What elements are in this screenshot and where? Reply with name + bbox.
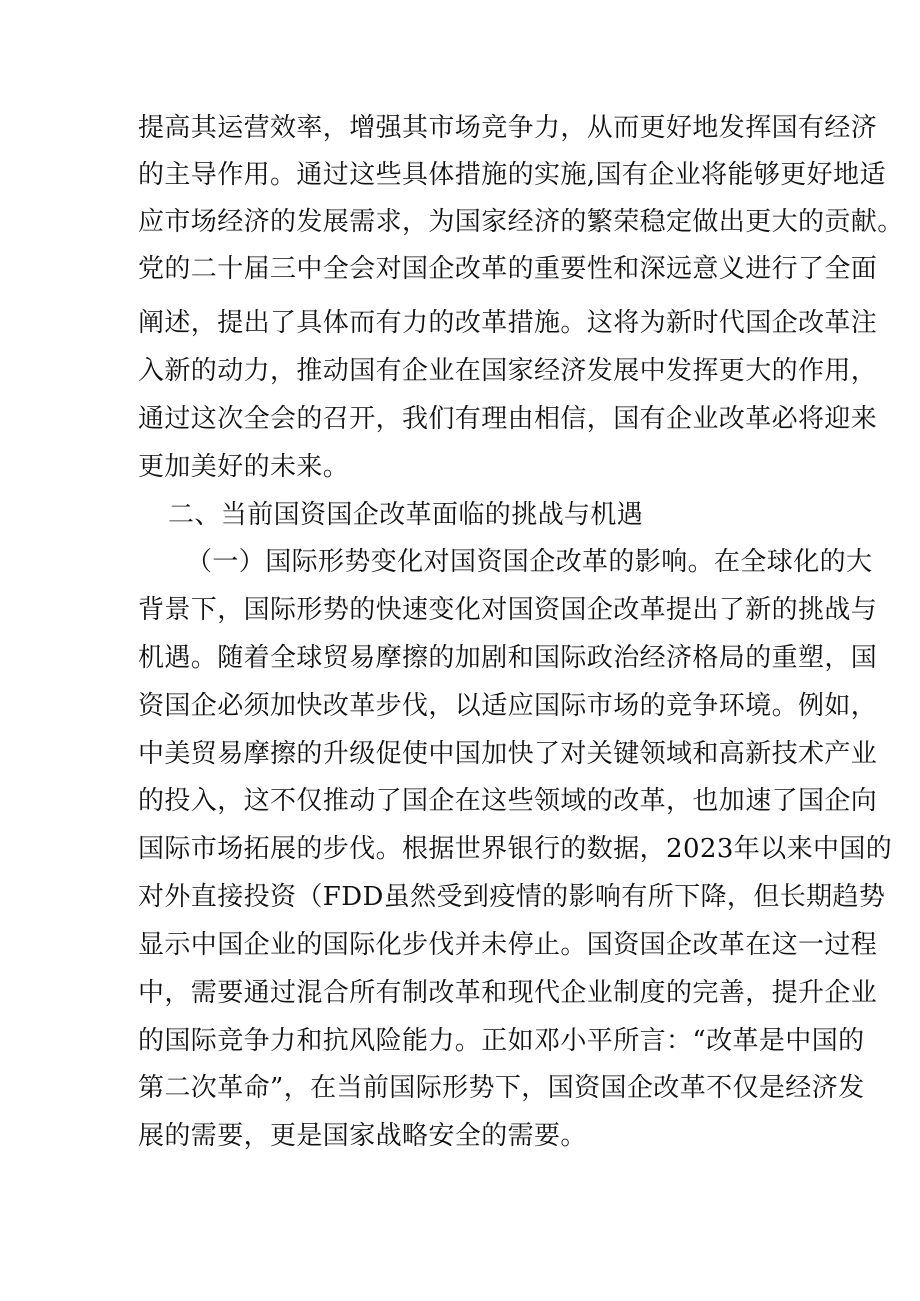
text-line: 通过这次全会的召开，我们有理由相信，国有企业改革必将迎来 <box>138 404 878 434</box>
text-line: 应市场经济的发展需求，为国家经济的繁荣稳定做出更大的贡献。 <box>138 207 904 237</box>
text-line: （一）国际形势变化对国资国企改革的影响。在全球化的大 <box>186 547 873 577</box>
section-heading: 二、当前国资国企改革面临的挑战与机遇 <box>168 500 644 530</box>
text-line: 显示中国企业的国际化步伐并未停止。国资国企改革在这一过程 <box>138 930 878 960</box>
text-line: 的国际竞争力和抗风险能力。正如邓小平所言：“改革是中国的 <box>138 1026 865 1056</box>
text-line: 展的需要，更是国家战略安全的需要。 <box>138 1121 587 1151</box>
text-line: 中，需要通过混合所有制改革和现代企业制度的完善，提升企业 <box>138 978 878 1008</box>
text-line: 背景下，国际形势的快速变化对国资国企改革提出了新的挑战与 <box>138 595 878 625</box>
text-line: 机遇。随着全球贸易摩擦的加剧和国际政治经济格局的重塑，国 <box>138 643 878 673</box>
text-line: 第二次革命”，在当前国际形势下，国资国企改革不仅是经济发 <box>138 1073 865 1103</box>
text-line: 的主导作用。通过这些具体措施的实施,国有企业将能够更好地适 <box>138 160 886 190</box>
text-line: 国际市场拓展的步伐。根据世界银行的数据，2023年以来中国的 <box>138 834 893 864</box>
text-line: 入新的动力，推动国有企业在国家经济发展中发挥更大的作用， <box>138 356 878 386</box>
text-line: 资国企必须加快改革步伐，以适应国际市场的竞争环境。例如， <box>138 691 878 721</box>
text-line: 对外直接投资（FDD虽然受到疫情的影响有所下降，但长期趋势 <box>138 882 886 912</box>
text-line: 中美贸易摩擦的升级促使中国加快了对关键领域和高新技术产业 <box>138 739 878 769</box>
text-line: 更加美好的未来。 <box>138 452 350 482</box>
text-line: 阐述，提出了具体而有力的改革措施。这将为新时代国企改革注 <box>138 308 878 338</box>
text-line: 的投入，这不仅推动了国企在这些领域的改革，也加速了国企向 <box>138 786 878 816</box>
text-line: 党的二十届三中全会对国企改革的重要性和深远意义进行了全面 <box>138 254 878 284</box>
text-line: 提高其运营效率，增强其市场竞争力，从而更好地发挥国有经济 <box>138 113 878 143</box>
